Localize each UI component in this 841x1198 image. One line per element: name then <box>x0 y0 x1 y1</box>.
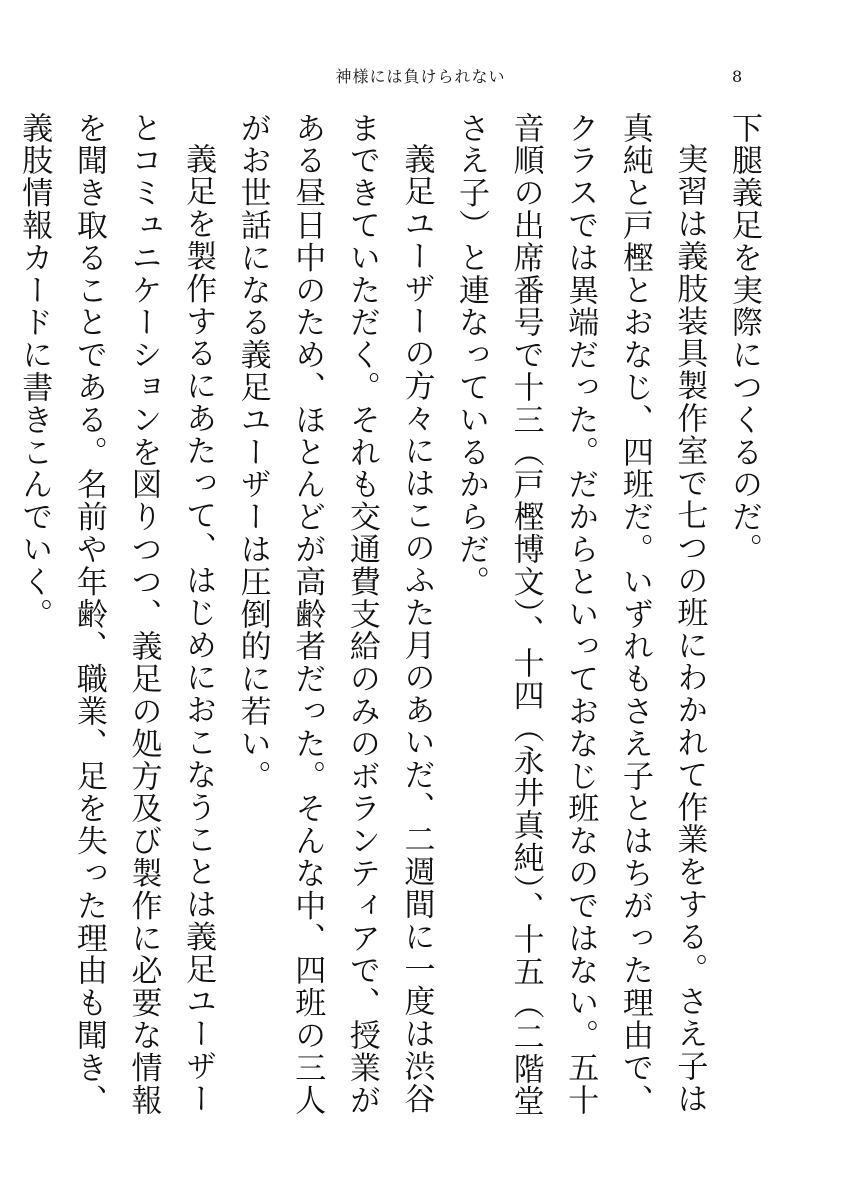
paragraph-1: 下腿義足を実際につくるのだ。 <box>726 112 762 566</box>
paragraph-5 <box>0 112 7 1142</box>
vertical-body-text <box>16 112 771 1142</box>
paragraph-4: 義足を製作するにあたって、はじめにおこなうことは義足ユーザーとコミュニケーションを図りつつ、義足の処方及び製作に必要な情報を聞き取ることである。名前や年齢、職業、足を失った理由も聞き、義肢情報カードに書きこんでいく。 <box>16 112 217 1117</box>
page-number: 8 <box>732 67 743 86</box>
paragraph-3: 義足ユーザーの方々にはこのふた月のあいだ、二週間に一度は渋谷まできていただく。それも交通費支給のみのボランティアで、授業がある昼日中のため、ほとんどが高齢者だった。そんな中、四班の三人がお世話になる義足ユーザーは圧倒的に若い。 <box>234 112 435 1117</box>
running-header-title: 神様には負けられない <box>335 67 506 86</box>
paragraph-2: 実習は義肢装具製作室で七つの班にわかれて作業をする。さえ子は真純と戸樫とおなじ、四班だ。いずれもさえ子とはちがった理由で、クラスでは異端だった。だからといっておなじ班なのではない。五十音順の出席番号で十三（戸樫博文）、十四（永井真純）、十五（二階堂さえ子）と連なっているからだ。 <box>453 112 708 1118</box>
